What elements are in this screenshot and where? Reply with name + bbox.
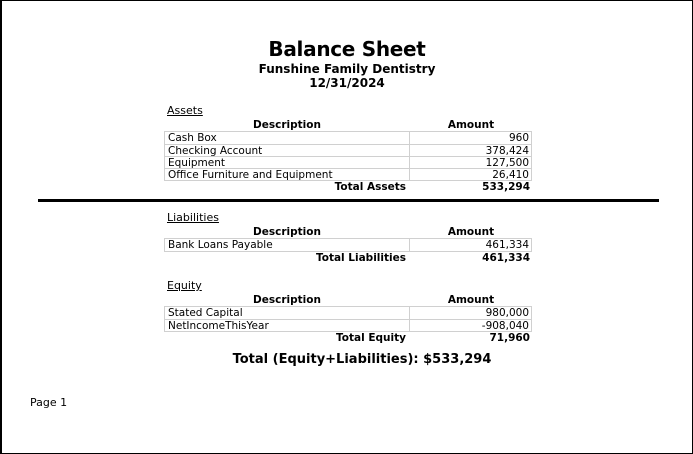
liabilities-amount-header: Amount (447, 226, 495, 238)
section-assets-label: Assets (167, 104, 203, 117)
row-description: Stated Capital (165, 307, 410, 319)
assets-total-row (164, 181, 532, 194)
grand-total: Total (Equity+Liabilities): $533,294 (232, 352, 492, 367)
liabilities-total-amount: 461,334 (482, 252, 530, 264)
equity-column-headers (164, 294, 532, 306)
row-description: NetIncomeThisYear (165, 320, 410, 332)
page-number: Page 1 (30, 396, 68, 409)
row-description: Bank Loans Payable (165, 239, 410, 251)
table-row (165, 156, 531, 168)
equity-total-row (164, 332, 532, 345)
report-title: Balance Sheet (268, 37, 426, 61)
row-description: Office Furniture and Equipment (165, 169, 410, 181)
section-divider-line (38, 199, 659, 202)
liabilities-table (164, 238, 532, 252)
row-amount: 26,410 (492, 168, 529, 181)
assets-description-header: Description (253, 119, 321, 131)
section-liabilities (164, 212, 532, 265)
table-row (165, 132, 531, 144)
equity-table (164, 306, 532, 332)
equity-total-label: Total Equity (336, 332, 406, 344)
row-amount: 378,424 (485, 144, 529, 157)
section-equity-label: Equity (167, 279, 202, 292)
section-equity (164, 280, 532, 345)
row-description: Cash Box (165, 132, 410, 144)
assets-amount-header: Amount (447, 119, 495, 131)
row-amount: -908,040 (481, 319, 529, 332)
liabilities-total-row (164, 252, 532, 265)
section-liabilities-label: Liabilities (167, 211, 219, 224)
row-amount: 127,500 (485, 156, 529, 169)
row-description: Equipment (165, 157, 410, 169)
row-amount: 461,334 (485, 239, 529, 251)
row-amount: 960 (508, 132, 529, 144)
section-assets (164, 105, 532, 194)
table-row (165, 168, 531, 180)
row-amount: 980,000 (485, 307, 529, 319)
liabilities-description-header: Description (253, 226, 321, 238)
table-row (165, 307, 531, 319)
table-row (165, 319, 531, 331)
assets-total-amount: 533,294 (482, 181, 530, 193)
assets-table (164, 131, 532, 181)
report-date: 12/31/2024 (309, 76, 385, 90)
report-header (2, 38, 692, 90)
table-row (165, 144, 531, 156)
liabilities-total-label: Total Liabilities (315, 252, 406, 264)
assets-total-label: Total Assets (334, 181, 406, 193)
assets-column-headers (164, 119, 532, 131)
company-name: Funshine Family Dentistry (258, 62, 436, 76)
equity-amount-header: Amount (447, 294, 495, 306)
equity-description-header: Description (253, 294, 321, 306)
row-description: Checking Account (165, 145, 410, 157)
table-row (165, 239, 531, 251)
liabilities-column-headers (164, 226, 532, 238)
equity-total-amount: 71,960 (489, 332, 530, 344)
